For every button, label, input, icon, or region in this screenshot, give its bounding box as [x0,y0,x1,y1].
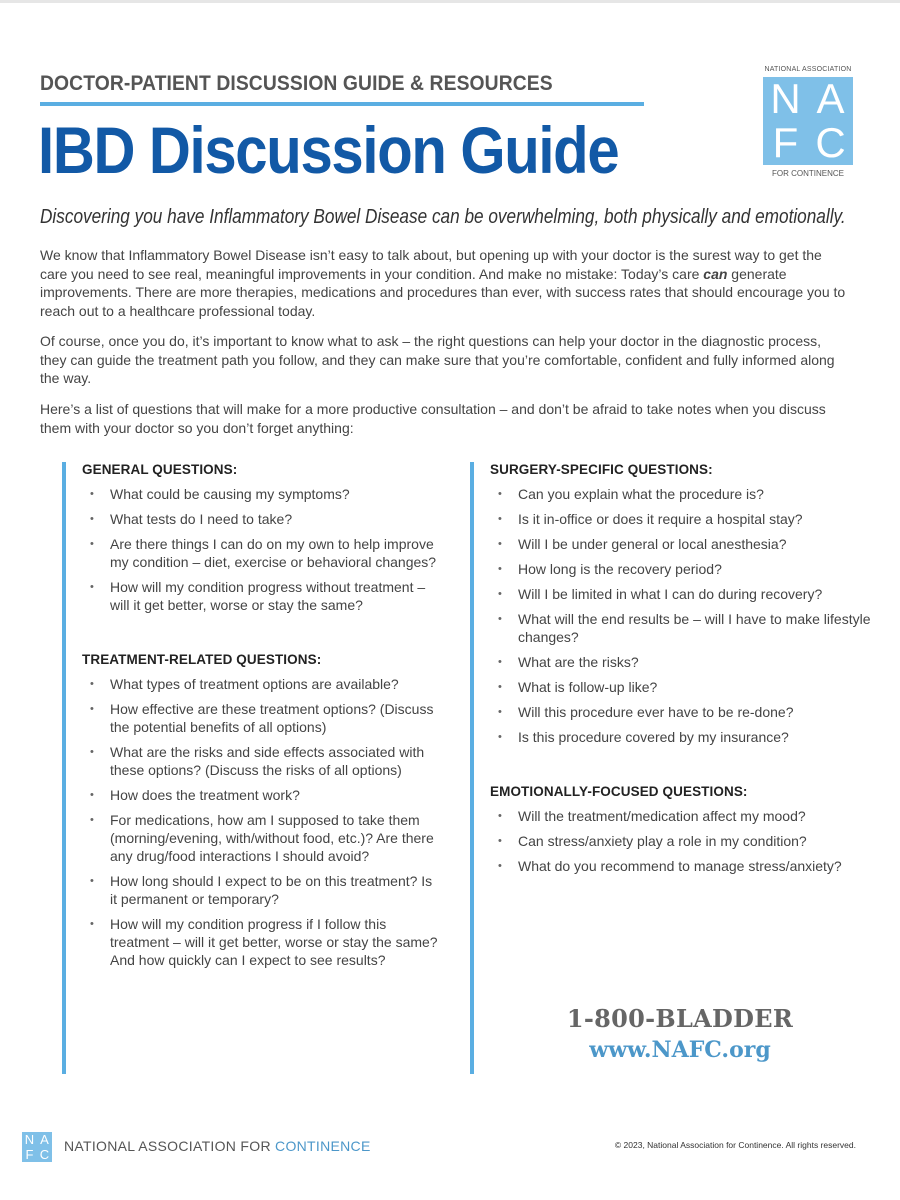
paragraph-text: We know that Inflammatory Bowel Disease isn’t easy to talk about, but opening up with your doctor is the surest way to get the care you need to see real, meaningful improvements in your condition. And make no mistake: Today’s care [40,247,822,282]
question-item: • How will my condition progress without treatment – will it get better, worse or stay the same? [82,578,442,614]
question-item: • Are there things I can do on my own to help improve my condition – diet, exercise or behavioral changes? [82,535,442,571]
logo-letter: N [24,1132,35,1147]
logo-bottom-text: FOR CONTINENCE [772,169,844,178]
section-title: TREATMENT-RELATED QUESTIONS: [82,652,322,667]
intro-paragraph-3: Here’s a list of questions that will make for a more productive consultation – and don’t be afraid to take notes when you discuss them with your doctor so you don’t forget anything: [40,401,826,436]
general-questions-section [82,462,442,614]
logo-letter: C [815,119,846,166]
question-item: • How will my condition progress if I follow this treatment – will it get better, worse or stay the same? And how quickly can I expect to see results? [82,915,442,969]
emotional-questions-section [490,784,880,875]
logo-letter: A [816,75,845,122]
question-item: • How effective are these treatment options? (Discuss the potential benefits of all options) [82,700,442,736]
question-item: • Will the treatment/medication affect my mood? [490,807,880,825]
website-link[interactable]: www.NAFC.org [589,1037,771,1063]
question-item: • What are the risks? [490,653,880,671]
logo-letter: A [40,1132,49,1147]
kicker-divider [40,102,644,106]
logo-top-text: NATIONAL ASSOCIATION [764,66,852,73]
question-item: • What do you recommend to manage stress/anxiety? [490,857,880,875]
questions-column-left [62,462,442,1074]
question-item: • Is this procedure covered by my insurance? [490,728,880,746]
question-list [490,807,880,875]
question-item: • Can stress/anxiety play a role in my condition? [490,832,880,850]
org-name-text: NATIONAL ASSOCIATION FOR [64,1138,276,1154]
logo-letter: C [39,1147,50,1162]
logo-letter: F [25,1147,34,1162]
section-title: SURGERY-SPECIFIC QUESTIONS: [490,462,713,477]
footer [22,1132,862,1164]
questions-column-right [470,462,880,1074]
footer-logo-mark [22,1132,52,1162]
question-list [490,485,880,746]
question-item: • Is it in-office or does it require a hospital stay? [490,510,880,528]
section-title: EMOTIONALLY-FOCUSED QUESTIONS: [490,784,748,799]
question-item: • Will this procedure ever have to be re-done? [490,703,880,721]
question-item: • What are the risks and side effects associated with these options? (Discuss the risks of all options) [82,743,442,779]
logo-letter: F [772,119,799,166]
surgery-questions-section [490,462,880,746]
contact-block [470,1004,890,1063]
intro-lead: Discovering you have Inflammatory Bowel Disease can be overwhelming, both physically and emotionally. [40,206,846,228]
question-item: • Can you explain what the procedure is? [490,485,880,503]
question-item: • What is follow-up like? [490,678,880,696]
treatment-questions-section [82,652,442,969]
page-title: IBD Discussion Guide [38,113,619,187]
section-title: GENERAL QUESTIONS: [82,462,238,477]
emphasis-can: can [703,265,728,282]
question-item: • Will I be under general or local anesthesia? [490,535,880,553]
intro-paragraph-2: Of course, once you do, it’s important to know what to ask – the right questions can help your doctor in the diagnostic process, they can guide the treatment path you follow, and they can make sure that you’re comfortable, confident and fully informed along the way. [40,333,835,386]
logo-letter: N [770,75,801,122]
logo-mark [763,77,853,165]
copyright: © 2023, National Association for Continence. All rights reserved. [614,1140,856,1150]
question-list [82,485,442,614]
intro-paragraph-1 [40,246,850,320]
question-item: • What types of treatment options are available? [82,675,442,693]
question-list [82,675,442,969]
phone-number[interactable]: 1-800-BLADDER [566,1004,794,1033]
question-item: • What could be causing my symptoms? [82,485,442,503]
question-item: • What tests do I need to take? [82,510,442,528]
guide-kicker: DOCTOR-PATIENT DISCUSSION GUIDE & RESOURCES [40,72,553,95]
question-item: • Will I be limited in what I can do during recovery? [490,585,880,603]
question-item: • How long is the recovery period? [490,560,880,578]
footer-org-name [64,1138,371,1154]
question-item: • For medications, how am I supposed to take them (morning/evening, with/without food, etc.)? Are there any drug/food interactions I should avoid? [82,811,442,865]
org-name-highlight: CONTINENCE [275,1138,371,1154]
question-item: • How does the treatment work? [82,786,442,804]
paragraph-text: generate improvements. There are more therapies, medications and procedures than ever, with success rates that should encourage you to reach out to a healthcare professional today. [40,265,846,319]
top-border [0,0,900,3]
nafc-logo [758,66,858,178]
question-item: • How long should I expect to be on this treatment? Is it permanent or temporary? [82,872,442,908]
question-item: • What will the end results be – will I have to make lifestyle changes? [490,610,880,646]
